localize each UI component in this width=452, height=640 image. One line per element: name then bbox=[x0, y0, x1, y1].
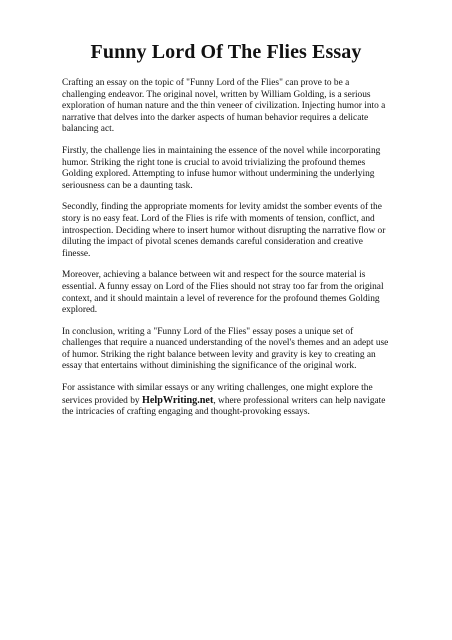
paragraph-firstly: Firstly, the challenge lies in maintaining the essence of the novel while incorporating humor. Striking the right tone is crucial to avoid trivializing the profound themes Golding explored. Attempting to infuse humor without undermining the underlying seriousness can be a daunting task. bbox=[62, 145, 381, 191]
closing-text-after-link: , where professional writers can help navigate the intricacies of crafting engaging and thought-provoking essays. bbox=[62, 395, 386, 418]
paragraph-intro: Crafting an essay on the topic of "Funny Lord of the Flies" can prove to be a challenging endeavor. The original novel, written by William Golding, is a serious exploration of human nature and the thin veneer of civilization. Injecting humor into a narrative that delves into the darker aspects of human behavior requires a delicate balancing act. bbox=[62, 78, 386, 135]
closing-text-before-link: For assistance with similar essays or any writing challenges, one might explore the services provided by bbox=[62, 383, 373, 406]
document-title: Funny Lord Of The Flies Essay bbox=[90, 41, 362, 63]
paragraph-closing bbox=[62, 383, 390, 419]
paragraph-conclusion: In conclusion, writing a "Funny Lord of the Flies" essay poses a unique set of challenges that require a nuanced understanding of the novel's themes and an adept use of humor. Striking the right balance between levity and gravity is key to creating an essay that entertains without diminishing the significance of the original work. bbox=[62, 326, 389, 372]
paragraph-secondly: Secondly, finding the appropriate moments for levity amidst the somber events of the story is no easy feat. Lord of the Flies is rife with moments of tension, conflict, and introspection. Deciding where to insert humor without disrupting the narrative flow or diluting the impact of pivotal scenes demands careful consideration and creative finesse. bbox=[62, 202, 386, 259]
paragraph-moreover: Moreover, achieving a balance between wit and respect for the source material is essential. A funny essay on Lord of the Flies should not stray too far from the original context, and it should maintain a level of reverence for the profound themes Golding explored. bbox=[62, 270, 384, 316]
helpwriting-link[interactable]: HelpWriting.net bbox=[141, 394, 214, 406]
